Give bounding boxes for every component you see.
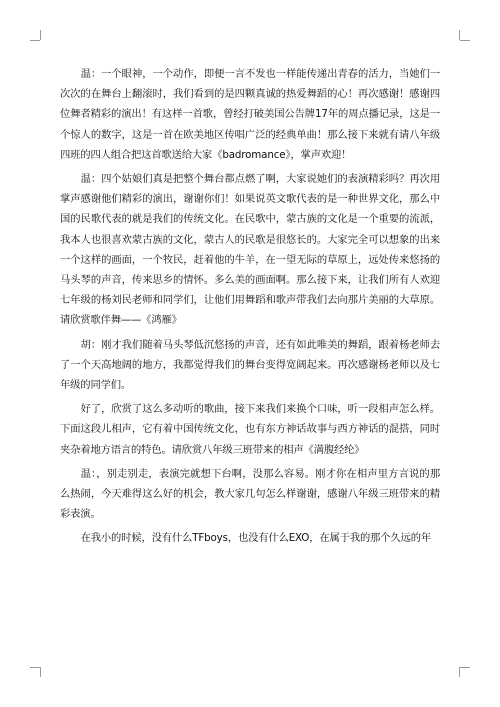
crop-mark-bottom-left-v [40, 667, 41, 677]
paragraph-2: 温：四个姑娘们真是把整个舞台都点燃了啊，大家说她们的表演精彩吗？再次用掌声感谢他们精彩的演出，谢谢你们！如果说英文歌代表的是一种世界文化，那么中国的民歌代表的就是我们的传统文化。在民歌中，蒙古族的文化是一个重要的流派，我本人也很喜欢蒙古族的文化，蒙古人的民歌是很悠长的。大家完全可以想象的出来一个这样的画面，一个牧民，赶着他的牛羊，在一望无际的草原上，远处传来悠扬的马头琴的声音，传来思乡的情怀。多么美的画面啊。那么接下来，让我们所有人欢迎七年级的杨刘民老师和同学们，让他们用舞蹈和歌声带我们去向那片美丽的大草原。请欣赏歌伴舞——《鸿雁》 [60, 173, 440, 327]
paragraph-6: 在我小的时候，没有什么TFboys，也没有什么EXO，在属于我的那个久远的年 [80, 532, 432, 545]
crop-mark-bottom-right-v [459, 667, 460, 677]
document-body [60, 64, 440, 549]
crop-mark-top-left-h [30, 40, 40, 41]
crop-mark-top-left-v [40, 30, 41, 40]
paragraph-4: 好了，欣赏了这么多动听的歌曲，接下来我们来换个口味，听一段相声怎么样。下面这段儿相声，它有着中国传统文化，也有东方神话故事与西方神话的混搭，同时夹杂着地方语言的特色。请欣赏八年级三班带来的相声《满腹经纶》 [60, 403, 440, 456]
crop-mark-top-right-v [459, 30, 460, 40]
crop-mark-bottom-left-h [30, 667, 40, 668]
paragraph-3: 胡：刚才我们随着马头琴低沉悠扬的声音，还有如此唯美的舞蹈，跟着杨老师去了一个天高地阔的地方，我都觉得我们的舞台变得宽阔起来。再次感谢杨老师以及七年级的同学们。 [60, 338, 440, 392]
crop-mark-top-right-h [460, 40, 470, 41]
paragraph-1: 温：一个眼神，一个动作，即便一言不发也一样能传递出青春的活力，当她们一次次的在舞台上翻滚时，我们看到的是四颗真诚的热爱舞蹈的心！再次感谢！感谢四位舞者精彩的演出！有这样一首歌，曾经打破美国公告牌17年的周点播记录，这是一个惊人的数字，这是一首在欧美地区传唱广泛的经典单曲！那么接下来就有请八年级四班的四人组合把这首歌送给大家《badromance》，掌声欢迎！ [60, 68, 440, 161]
crop-mark-bottom-right-h [460, 667, 470, 668]
paragraph-5: 温：，别走别走，表演完就想下台啊，没那么容易。刚才你在相声里方言说的那么热闹，今天难得这么好的机会，教大家几句怎么样谢谢，感谢八年级三班带来的精彩表演。 [60, 467, 440, 521]
